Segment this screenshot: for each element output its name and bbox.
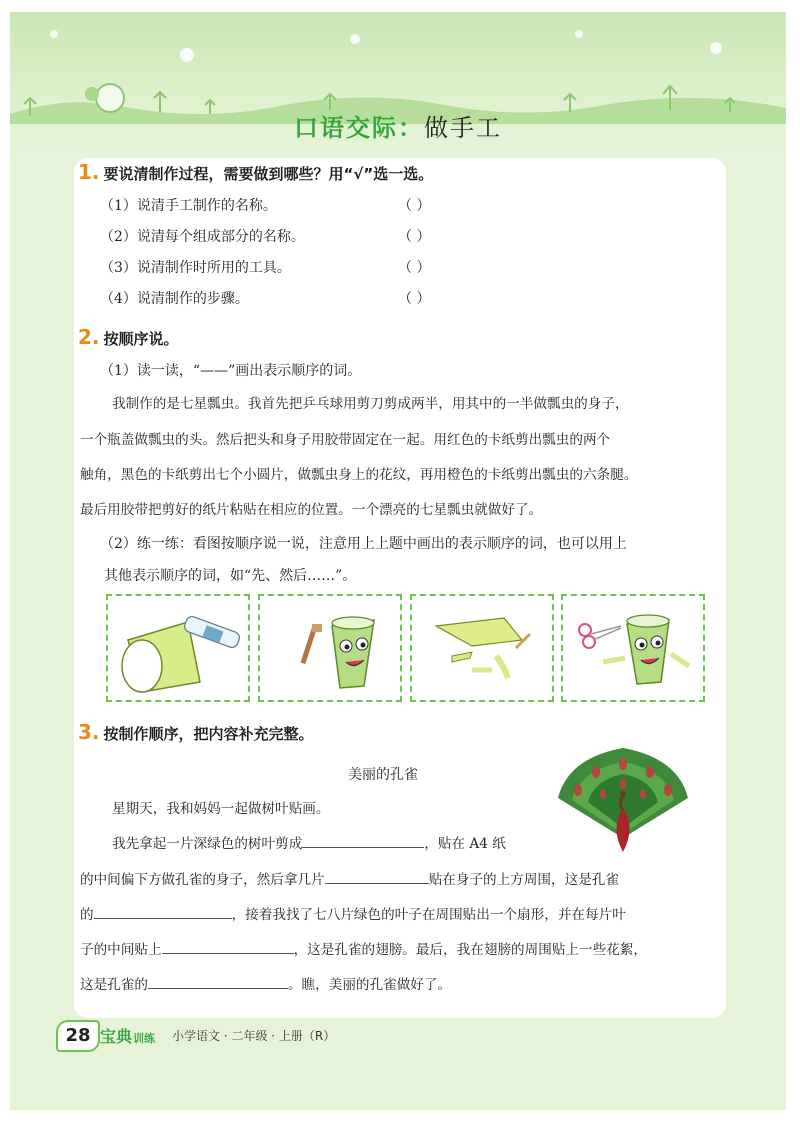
q2-passage-line: 一个瓶盖做瓢虫的头。然后把头和身子用胶带固定在一起。用红色的卡纸剪出瓢虫的两个	[80, 432, 611, 448]
brand-name: 宝典	[100, 1027, 133, 1046]
answer-blank-4[interactable]	[162, 939, 294, 954]
sparkle-icon	[180, 48, 194, 62]
q2-passage-line: 最后用胶带把剪好的纸片粘贴在相应的位置。一个漂亮的七星瓢虫就做好了。	[80, 502, 543, 518]
story-line-6	[80, 973, 451, 993]
story-line-5	[80, 938, 647, 958]
story-line-4	[80, 903, 626, 923]
step-picture-3	[410, 594, 554, 702]
story-line-5-end: ，这是孔雀的翅膀。最后，我在翅膀的周围贴上一些花絮，	[293, 942, 647, 958]
sparkle-icon	[575, 30, 583, 38]
q1-item-1-answer-box[interactable]: （ ）	[398, 198, 431, 214]
q2-sub2-instruction-cont: 其他表示顺序的词，如“先、然后……”。	[104, 568, 357, 584]
story-line-3-start: 的中间偏下方做孔雀的身子，然后拿几片	[80, 872, 325, 888]
question-3-number: 3.	[78, 720, 100, 744]
story-line-2-end: ，贴在 A4 纸	[424, 836, 506, 852]
brand-logo	[100, 1024, 155, 1047]
q1-item-4-answer-box[interactable]: （ ）	[398, 291, 431, 307]
q2-passage-line: 我制作的是七星瓢虫。我首先把乒乓球用剪刀剪成两半，用其中的一半做瓢虫的身子，	[112, 396, 629, 412]
q2-sub2-instruction: （2）练一练：看图按顺序说一说，注意用上上题中画出的表示顺序的词，也可以用上	[100, 536, 627, 552]
step-picture-4	[561, 594, 705, 702]
question-1-heading	[78, 160, 433, 184]
question-1-text: 要说清制作过程，需要做到哪些？用“√”选一选。	[103, 165, 434, 183]
q1-item-1-label: （1）说清手工制作的名称。	[100, 198, 277, 214]
q2-passage-line: 触角，黑色的卡纸剪出七个小圆片，做瓢虫身上的花纹，再用橙色的卡纸剪出瓢虫的六条腿。	[80, 467, 638, 483]
cup-with-scissors-illustration	[563, 596, 703, 700]
story-line-3-end: 贴在身子的上方周围，这是孔雀	[428, 872, 619, 888]
book-series-label: 小学语文 · 二年级 · 上册（R）	[172, 1029, 336, 1043]
title-part1: 口语交际：	[294, 114, 424, 142]
q1-item-3-answer-box[interactable]: （ ）	[398, 260, 431, 276]
question-3-heading	[78, 720, 314, 744]
story-line-6-start: 这是孔雀的	[80, 977, 148, 993]
step-picture-1	[106, 594, 250, 702]
story-line-4-start: 的	[80, 907, 94, 923]
peacock-leaf-art-illustration	[548, 738, 698, 856]
content-card	[74, 158, 726, 1018]
cut-paper-pieces-illustration	[412, 596, 552, 700]
answer-blank-3[interactable]	[94, 904, 232, 919]
q2-sub1-instruction: （1）读一读，“——”画出表示顺序的词。	[100, 363, 362, 379]
page-number: 28	[56, 1020, 100, 1052]
story-line-2-start: 我先拿起一片深绿色的树叶剪成	[112, 836, 303, 852]
question-2-text: 按顺序说。	[103, 330, 179, 348]
question-3-text: 按制作顺序，把内容补充完整。	[103, 725, 314, 743]
q1-item-3-label: （3）说清制作时所用的工具。	[100, 260, 291, 276]
story-line-2	[112, 832, 506, 852]
paper-cup-and-glue-illustration	[108, 596, 248, 700]
q1-item-2-label: （2）说清每个组成部分的名称。	[100, 229, 305, 245]
brand-sub: 训练	[133, 1032, 156, 1045]
answer-blank-1[interactable]	[302, 833, 424, 848]
cup-face-illustration	[260, 596, 400, 700]
q1-item-4-label: （4）说清制作的步骤。	[100, 291, 249, 307]
answer-blank-2[interactable]	[325, 869, 429, 884]
sparkle-icon	[710, 42, 722, 54]
page-title	[10, 108, 786, 143]
question-2-heading	[78, 325, 179, 349]
story-line-1: 星期天，我和妈妈一起做树叶贴画。	[112, 801, 330, 817]
story-line-3	[80, 868, 619, 888]
q1-item-2-answer-box[interactable]: （ ）	[398, 229, 431, 245]
story-line-5-start: 子的中间贴上	[80, 942, 162, 958]
question-1-number: 1.	[78, 160, 100, 184]
title-part2: 做手工	[424, 114, 502, 142]
question-2-number: 2.	[78, 325, 100, 349]
story-line-6-end: 。瞧，美丽的孔雀做好了。	[287, 977, 452, 993]
step-picture-2	[258, 594, 402, 702]
sparkle-icon	[50, 30, 58, 38]
story-line-4-end: ，接着我找了七八片绿色的叶子在周围贴出一个扇形，并在每片叶	[231, 907, 626, 923]
answer-blank-5[interactable]	[148, 974, 288, 989]
sparkle-icon	[350, 34, 360, 44]
story-title: 美丽的孔雀	[348, 767, 418, 783]
